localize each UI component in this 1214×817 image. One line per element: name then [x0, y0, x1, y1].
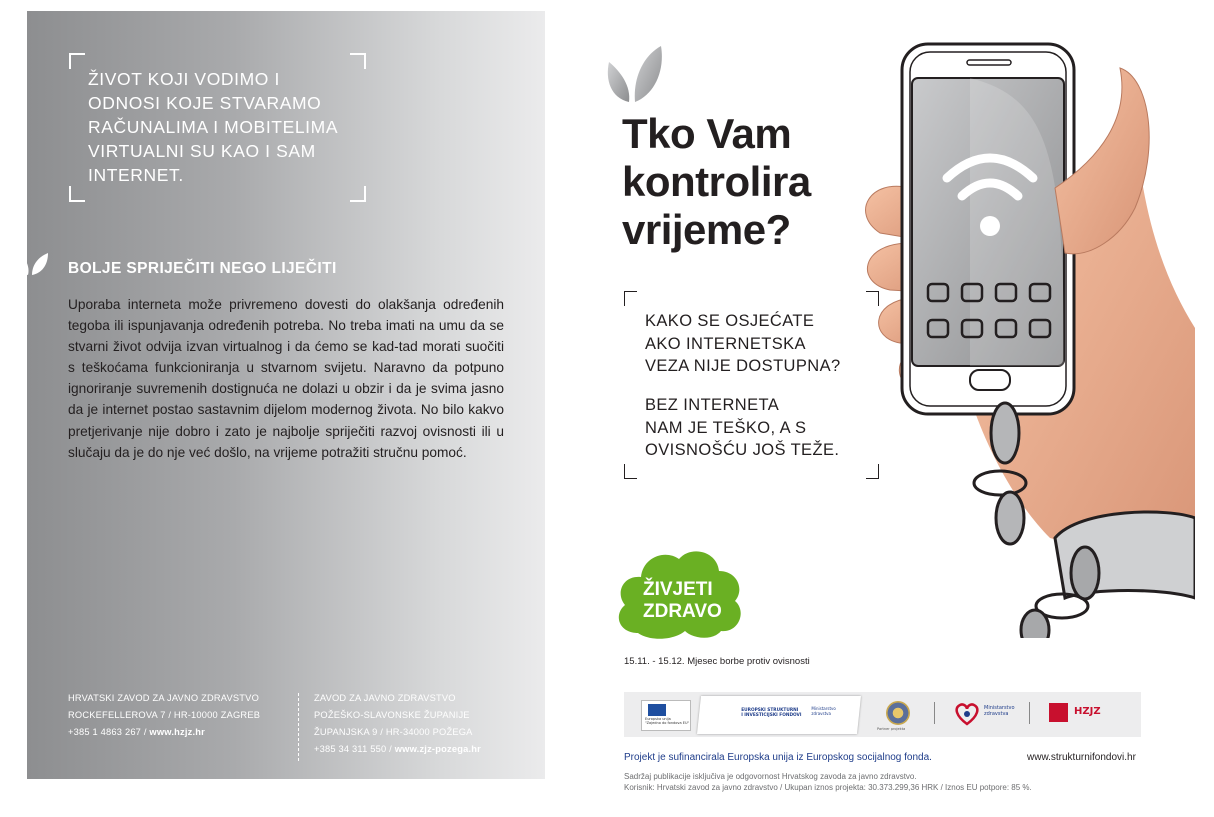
address-line: ROCKEFELLEROVA 7 / HR-10000 ZAGREB: [68, 710, 261, 720]
phone: +385 34 311 550 /: [314, 744, 395, 754]
intro-quote: ŽIVOT KOJI VODIMO I ODNOSI KOJE STVARAMO RAČUNALIMA I MOBITELIMA VIRTUALNI SU KAO I SAM INTERNET.: [88, 69, 339, 185]
website-link[interactable]: www.hzjz.hr: [149, 727, 205, 737]
partner-seal-icon: [886, 701, 910, 725]
eu-logo-text: Europska unija "Zajedno do fondova EU": [645, 717, 690, 725]
question-text: KAKO SE OSJEĆATE AKO INTERNETSKA VEZA NIJE DOSTUPNA?: [645, 312, 841, 375]
ministry-logo-text: Ministarstvo zdravstva: [984, 705, 1015, 717]
hzjz-logo-icon: [1049, 703, 1068, 722]
logo-separator: [934, 702, 935, 724]
frame-corner: [350, 186, 366, 202]
cloud-logo-shape: [613, 545, 748, 640]
statement-text: BEZ INTERNETA NAM JE TEŠKO, A S OVISNOŠĆU JOŠ TEŽE.: [645, 396, 840, 459]
address-line: POŽEŠKO-SLAVONSKE ŽUPANIJE: [314, 710, 470, 720]
frame-corner: [624, 291, 637, 306]
body-paragraph: Uporaba interneta može privremeno dovesti do olakšanja određenih tegoba ili ispunjavanja određenih potreba. No treba imati na umu da se stvarni život odvija izvan virtualnog i da ćemo se kad-tad morati suočiti s teškoćama funkcioniranja u stvarnom svijetu. Naravno da potpuno ignoriranje suvremenih dostignuća ne dolazi u obzir i da je svima jasno da je internet postao sastavnim dijelom modernog života. No bilo kakvo pretjerivanje nije dobro i zato je najbolje spriječiti razvoj ovisnosti ili u slučaju da je do nje već došlo, na vrijeme potražiti stručnu pomoć.: [68, 297, 504, 460]
project-note: Projekt je sufinancirala Europska unija iz Europskog socijalnog fonda.: [624, 752, 932, 763]
headline: Tko Vam kontrolira vrijeme?: [622, 110, 811, 253]
section-title: BOLJE SPRIJEČITI NEGO LIJEČITI: [68, 260, 337, 277]
logo-separator: [1029, 702, 1030, 724]
partner-label: Partner projekta: [877, 727, 906, 731]
fine-print: Sadržaj publikacije isključiva je odgovornost Hrvatskog zavoda za javno zdravstvo. Korisnik: Hrvatski zavod za javno zdravstvo / Ukupan iznos projekta: 30.373.299,36 HRK / Iznos EU potpore: 85 %.: [624, 772, 1032, 792]
frame-corner: [69, 186, 85, 202]
left-panel: [27, 11, 545, 779]
eu-flag-icon: [648, 704, 666, 716]
website-link[interactable]: www.zjz-pozega.hr: [394, 744, 481, 754]
address-line: ŽUPANJSKA 9 / HR-34000 POŽEGA: [314, 727, 473, 737]
eu-logo: [641, 700, 691, 731]
address-divider: [298, 693, 299, 761]
address-contact: [314, 741, 481, 758]
funding-logos-bar: [624, 692, 1141, 737]
hand-phone-chain-illustration: [850, 38, 1195, 638]
frame-corner: [69, 53, 85, 69]
zivjeti-zdravo-logo: [613, 545, 748, 644]
campaign-dates: 15.11. - 15.12. Mjesec borbe protiv ovisnosti: [624, 656, 810, 667]
address-line: ZAVOD ZA JAVNO ZDRAVSTVO: [314, 693, 456, 703]
logo-line1: ŽIVJETI: [643, 579, 713, 600]
funds-website-link[interactable]: www.strukturnifondovi.hr: [1027, 752, 1136, 763]
sf-logo-text: EUROPSKI STRUKTURNI I INVESTICIJSKI FONDOVI: [741, 708, 802, 718]
sf-logo-text-2: Ministarstvo zdravstva: [811, 706, 836, 716]
address-line: HRVATSKI ZAVOD ZA JAVNO ZDRAVSTVO: [68, 693, 260, 703]
leaf-icon: [605, 42, 665, 104]
address-hzjz: [68, 690, 260, 741]
frame-corner: [624, 464, 637, 479]
structural-funds-logo: [697, 696, 861, 734]
logo-line2: ZDRAVO: [643, 601, 722, 622]
heart-icon: [954, 702, 980, 726]
address-zjz: [314, 690, 481, 758]
leaf-icon: [14, 247, 50, 277]
hzjz-logo-text: HZJZ: [1074, 706, 1101, 717]
address-contact: [68, 724, 260, 741]
phone: +385 1 4863 267 /: [68, 727, 150, 737]
